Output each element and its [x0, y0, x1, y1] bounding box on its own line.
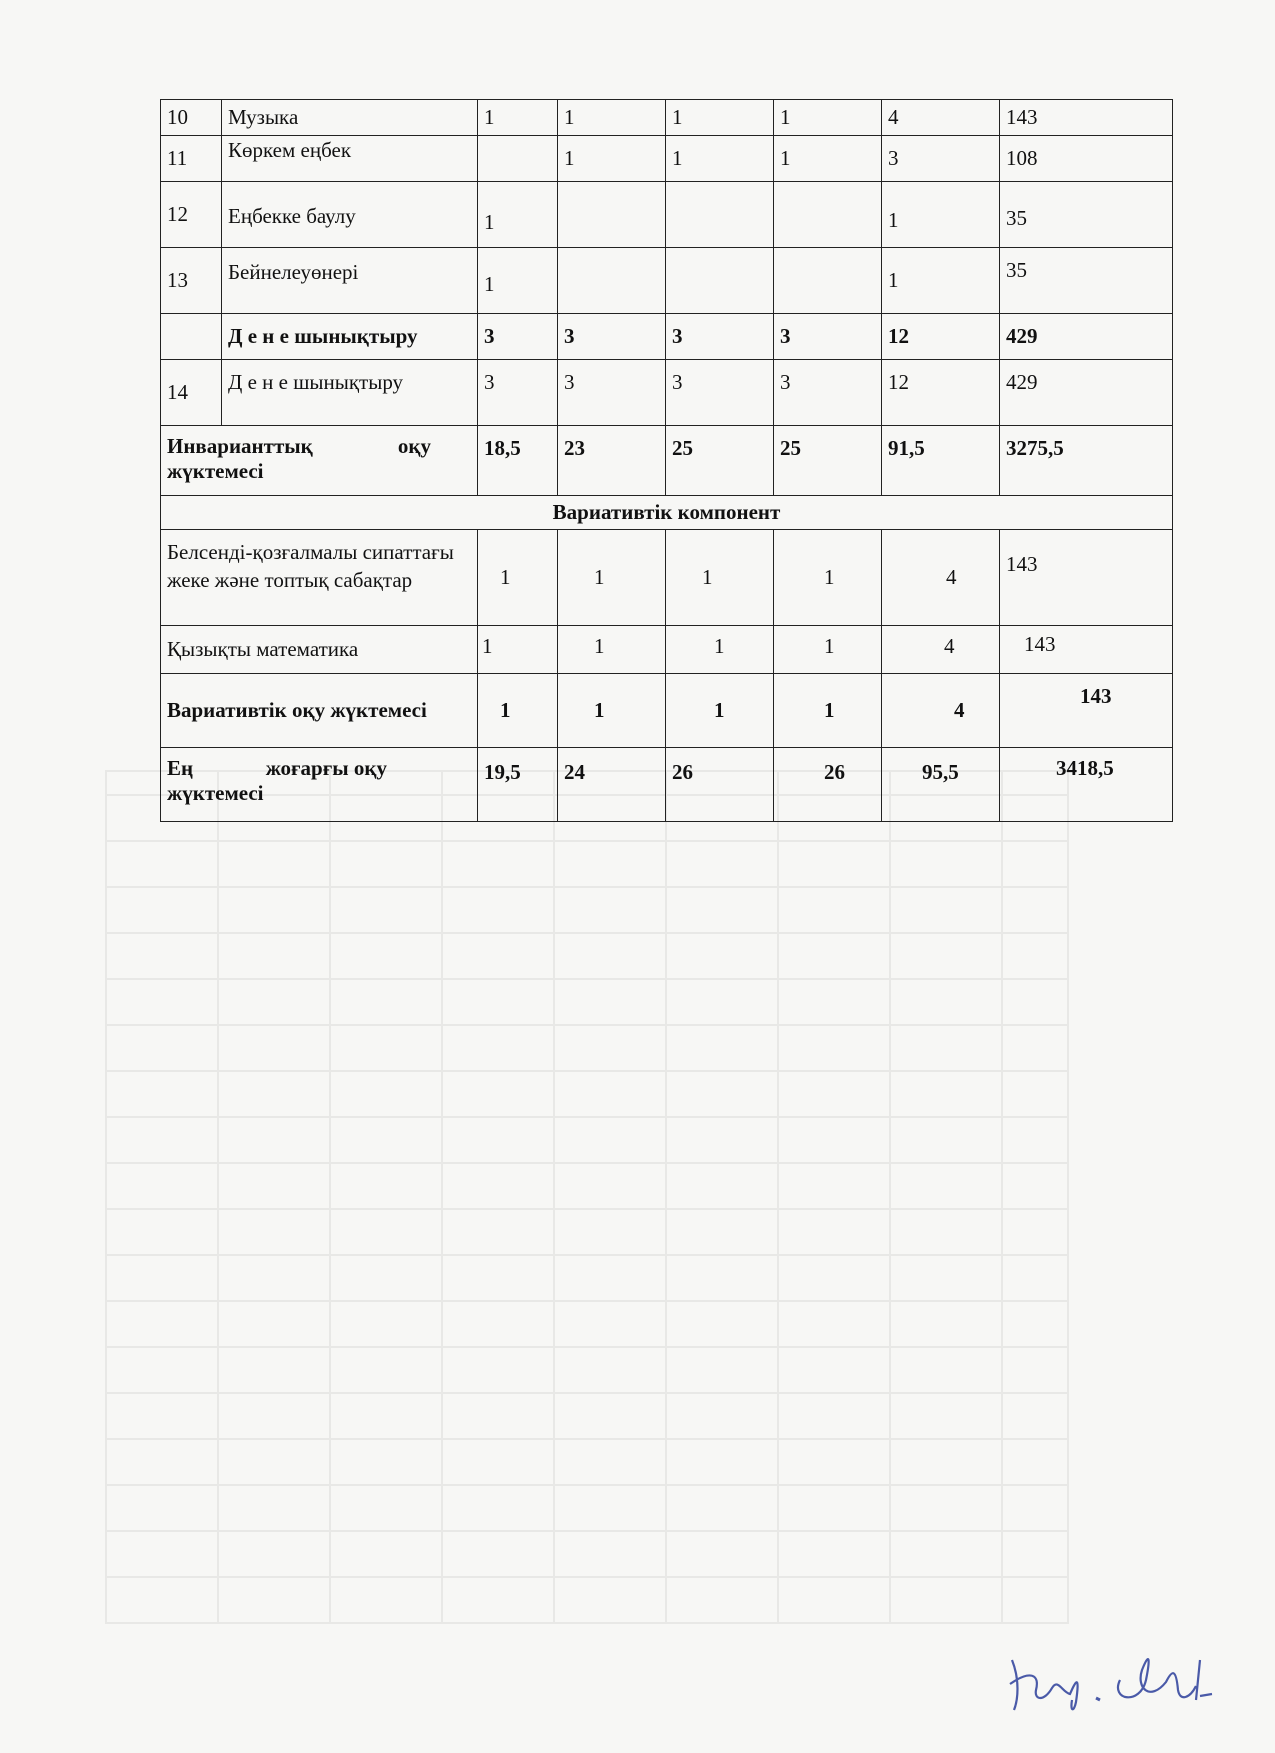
weekly-total: 4 [882, 530, 1000, 626]
grade-2-hours [558, 182, 666, 248]
subject-name: Д е н е шынықтыру [222, 360, 478, 426]
grade-2-hours: 1 [558, 674, 666, 748]
annual-total: 3418,5 [1000, 748, 1173, 822]
annual-total: 143 [1000, 626, 1173, 674]
grade-2-hours: 1 [558, 100, 666, 136]
grade-3-hours [666, 182, 774, 248]
invariant-total-label [161, 426, 478, 496]
subject-group-name: Д е н е шынықтыру [222, 314, 478, 360]
annual-total: 108 [1000, 136, 1173, 182]
grade-2-hours: 1 [558, 626, 666, 674]
bleed-through-table [105, 770, 1069, 1624]
subject-name: Көркем еңбек [222, 136, 478, 182]
annual-total: 3275,5 [1000, 426, 1173, 496]
grade-4-hours: 3 [774, 360, 882, 426]
grade-3-hours: 1 [666, 626, 774, 674]
weekly-total: 91,5 [882, 426, 1000, 496]
label-part: жүктемесі [167, 459, 264, 484]
subject-name: Бейнелеуөнері [222, 248, 478, 314]
section-heading: Вариативтік компонент [161, 496, 1173, 530]
invariant-total-row [161, 426, 1173, 496]
signature-drawing [1000, 1640, 1240, 1720]
row-number: 10 [161, 100, 222, 136]
grade-2-hours: 3 [558, 360, 666, 426]
weekly-total: 95,5 [882, 748, 1000, 822]
table-row [161, 136, 1173, 182]
subject-name: Белсенді-қозғалмалы сипаттағы жеке және топтық сабақтар [161, 530, 478, 626]
grade-1-hours: 1 [478, 530, 558, 626]
handwritten-signature [1000, 1640, 1240, 1720]
grade-4-hours: 25 [774, 426, 882, 496]
subject-name: Қызықты математика [161, 626, 478, 674]
table-row [161, 530, 1173, 626]
grade-1-hours: 3 [478, 360, 558, 426]
grade-2-hours: 3 [558, 314, 666, 360]
row-number [161, 314, 222, 360]
grade-4-hours: 1 [774, 626, 882, 674]
grade-3-hours: 26 [666, 748, 774, 822]
grade-4-hours [774, 248, 882, 314]
grade-3-hours [666, 248, 774, 314]
grade-1-hours: 1 [478, 626, 558, 674]
table-row [161, 626, 1173, 674]
grade-3-hours: 1 [666, 100, 774, 136]
row-number: 14 [161, 360, 222, 426]
label-part: Ең [167, 756, 194, 780]
label-part: Инварианттық [167, 434, 313, 458]
row-number: 13 [161, 248, 222, 314]
weekly-total: 4 [882, 100, 1000, 136]
grade-1-hours: 1 [478, 248, 558, 314]
max-total-label [161, 748, 478, 822]
grade-1-hours: 1 [478, 100, 558, 136]
annual-total: 143 [1000, 530, 1173, 626]
max-total-row [161, 748, 1173, 822]
grade-4-hours: 26 [774, 748, 882, 822]
weekly-total: 12 [882, 360, 1000, 426]
grade-4-hours: 1 [774, 136, 882, 182]
grade-1-hours: 1 [478, 674, 558, 748]
annual-total: 143 [1000, 674, 1173, 748]
grade-2-hours: 24 [558, 748, 666, 822]
table-body [161, 100, 1173, 822]
table-row [161, 182, 1173, 248]
grade-2-hours: 23 [558, 426, 666, 496]
grade-1-hours: 19,5 [478, 748, 558, 822]
grade-1-hours: 3 [478, 314, 558, 360]
subject-name: Еңбекке баулу [222, 182, 478, 248]
grade-3-hours: 1 [666, 136, 774, 182]
grade-3-hours: 1 [666, 674, 774, 748]
table-row [161, 248, 1173, 314]
grade-4-hours [774, 182, 882, 248]
table-row [161, 314, 1173, 360]
weekly-total: 4 [882, 626, 1000, 674]
annual-total: 35 [1000, 248, 1173, 314]
label-part: жоғарғы оқу [265, 756, 387, 780]
grade-2-hours: 1 [558, 136, 666, 182]
label-part: оқу [397, 434, 431, 458]
table-row [161, 360, 1173, 426]
table-row [161, 100, 1173, 136]
weekly-total: 12 [882, 314, 1000, 360]
label-part: жүктемесі [167, 781, 264, 806]
grade-1-hours: 1 [478, 182, 558, 248]
weekly-total: 4 [882, 674, 1000, 748]
row-number: 11 [161, 136, 222, 182]
annual-total: 143 [1000, 100, 1173, 136]
grade-3-hours: 1 [666, 530, 774, 626]
grade-3-hours: 25 [666, 426, 774, 496]
grade-4-hours: 3 [774, 314, 882, 360]
subject-name: Музыка [222, 100, 478, 136]
weekly-total: 1 [882, 248, 1000, 314]
annual-total: 35 [1000, 182, 1173, 248]
variative-total-row [161, 674, 1173, 748]
annual-total: 429 [1000, 314, 1173, 360]
variative-total-label: Вариативтік оқу жүктемесі [161, 674, 478, 748]
weekly-total: 1 [882, 182, 1000, 248]
grade-2-hours: 1 [558, 530, 666, 626]
weekly-total: 3 [882, 136, 1000, 182]
grade-4-hours: 1 [774, 674, 882, 748]
curriculum-table [160, 99, 1173, 822]
grade-4-hours: 1 [774, 100, 882, 136]
grade-1-hours: 18,5 [478, 426, 558, 496]
row-number: 12 [161, 182, 222, 248]
grade-4-hours: 1 [774, 530, 882, 626]
grade-1-hours [478, 136, 558, 182]
grade-3-hours: 3 [666, 314, 774, 360]
annual-total: 429 [1000, 360, 1173, 426]
grade-3-hours: 3 [666, 360, 774, 426]
grade-2-hours [558, 248, 666, 314]
variative-header-row [161, 496, 1173, 530]
